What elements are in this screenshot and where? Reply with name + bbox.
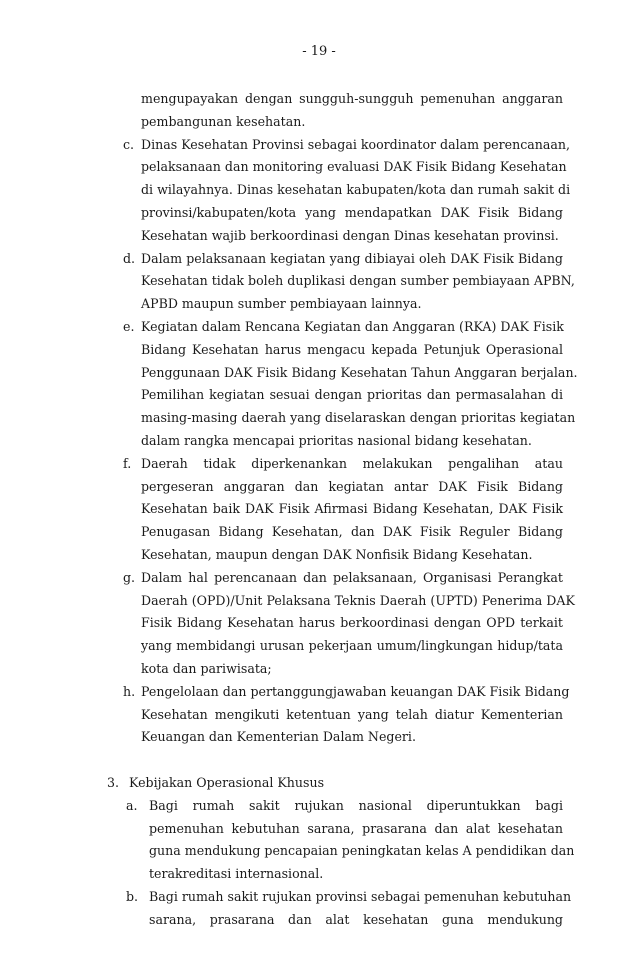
- list-marker: b.: [126, 888, 139, 904]
- text-line: Dinas Kesehatan Provinsi sebagai koordinator dalam perencanaan,: [141, 136, 571, 152]
- text-line: di wilayahnya. Dinas kesehatan kabupaten/kota dan rumah sakit di: [141, 182, 571, 198]
- list-marker: g.: [123, 569, 136, 585]
- text-line: kota dan pariwisata;: [141, 660, 272, 676]
- text-line: Pemilihan kegiatan sesuai dengan prioritas dan permasalahan di: [141, 387, 563, 403]
- list-item-c: [0, 134, 638, 248]
- text-line: Daerah (OPD)/Unit Pelaksana Teknis Daerah (UPTD) Penerima DAK: [141, 592, 575, 608]
- text-line: Kegiatan dalam Rencana Kegiatan dan Anggaran (RKA) DAK Fisik: [141, 318, 564, 334]
- section-heading: [0, 772, 638, 795]
- text-line: Kesehatan tidak boleh duplikasi dengan sumber pembiayaan APBN,: [141, 273, 575, 289]
- list-marker: c.: [123, 136, 135, 152]
- text-line: yang membidangi urusan pekerjaan umum/lingkungan hidup/tata: [141, 638, 563, 654]
- list-marker: h.: [123, 683, 136, 699]
- list-item-d: [0, 248, 638, 316]
- text-line: Bagi rumah sakit rujukan provinsi sebagai pemenuhan kebutuhan: [149, 888, 572, 904]
- paragraph-gap: [0, 749, 638, 772]
- document-body: [0, 88, 638, 931]
- text-line: terakreditasi internasional.: [149, 866, 324, 882]
- text-line: pemenuhan kebutuhan sarana, prasarana dan alat kesehatan: [149, 820, 563, 836]
- list-marker: e.: [123, 318, 135, 334]
- text-line: Kesehatan mengikuti ketentuan yang telah diatur Kementerian: [141, 706, 563, 722]
- section-3-item-b: [0, 886, 638, 932]
- text-line: guna mendukung pencapaian peningkatan kelas A pendidikan dan: [149, 843, 575, 859]
- section-3: [0, 772, 638, 795]
- list-item-h: [0, 681, 638, 749]
- text-line: Keuangan dan Kementerian Dalam Negeri.: [141, 729, 416, 745]
- text-line: provinsi/kabupaten/kota yang mendapatkan DAK Fisik Bidang: [141, 204, 563, 220]
- text-line: pelaksanaan dan monitoring evaluasi DAK Fisik Bidang Kesehatan: [141, 159, 567, 175]
- section-title: Kebijakan Operasional Khusus: [129, 774, 325, 790]
- text-line: Fisik Bidang Kesehatan harus berkoordinasi dengan OPD terkait: [141, 615, 563, 631]
- text-line: pembangunan kesehatan.: [141, 113, 306, 129]
- continuation-paragraph: [0, 88, 638, 134]
- text-line: Dalam pelaksanaan kegiatan yang dibiayai oleh DAK Fisik Bidang: [141, 250, 563, 266]
- text-line: Penggunaan DAK Fisik Bidang Kesehatan Tahun Anggaran berjalan.: [141, 364, 578, 380]
- list-item-g: [0, 567, 638, 681]
- page-number: - 19 -: [302, 44, 336, 59]
- text-line: APBD maupun sumber pembiayaan lainnya.: [141, 296, 422, 312]
- text-line: pergeseran anggaran dan kegiatan antar DAK Fisik Bidang: [141, 478, 563, 494]
- text-line: Daerah tidak diperkenankan melakukan pengalihan atau: [141, 455, 563, 471]
- text-line: Pengelolaan dan pertanggungjawaban keuangan DAK Fisik Bidang: [141, 683, 570, 699]
- text-line: sarana, prasarana dan alat kesehatan guna mendukung: [149, 911, 563, 927]
- list-marker: a.: [126, 797, 138, 813]
- text-line: Bagi rumah sakit rujukan nasional diperuntukkan bagi: [149, 797, 563, 813]
- text-line: Kesehatan, maupun dengan DAK Nonfisik Bidang Kesehatan.: [141, 546, 533, 562]
- text-line: Kesehatan wajib berkoordinasi dengan Dinas kesehatan provinsi.: [141, 227, 559, 243]
- text-line: Dalam hal perencanaan dan pelaksanaan, Organisasi Perangkat: [141, 569, 563, 585]
- text-line: dalam rangka mencapai prioritas nasional bidang kesehatan.: [141, 432, 532, 448]
- list-marker: d.: [123, 250, 136, 266]
- text-line: Kesehatan baik DAK Fisik Afirmasi Bidang Kesehatan, DAK Fisik: [141, 501, 563, 517]
- list-item-e: [0, 316, 638, 453]
- text-line: masing-masing daerah yang diselaraskan dengan prioritas kegiatan: [141, 410, 576, 426]
- text-line: Bidang Kesehatan harus mengacu kepada Petunjuk Operasional: [141, 341, 563, 357]
- text-line: Penugasan Bidang Kesehatan, dan DAK Fisik Reguler Bidang: [141, 524, 563, 540]
- section-number: 3.: [107, 774, 120, 790]
- list-marker: f.: [123, 455, 132, 471]
- list-item-f: [0, 453, 638, 567]
- section-3-item-a: [0, 795, 638, 886]
- text-line: mengupayakan dengan sungguh-sungguh pemenuhan anggaran: [141, 91, 563, 106]
